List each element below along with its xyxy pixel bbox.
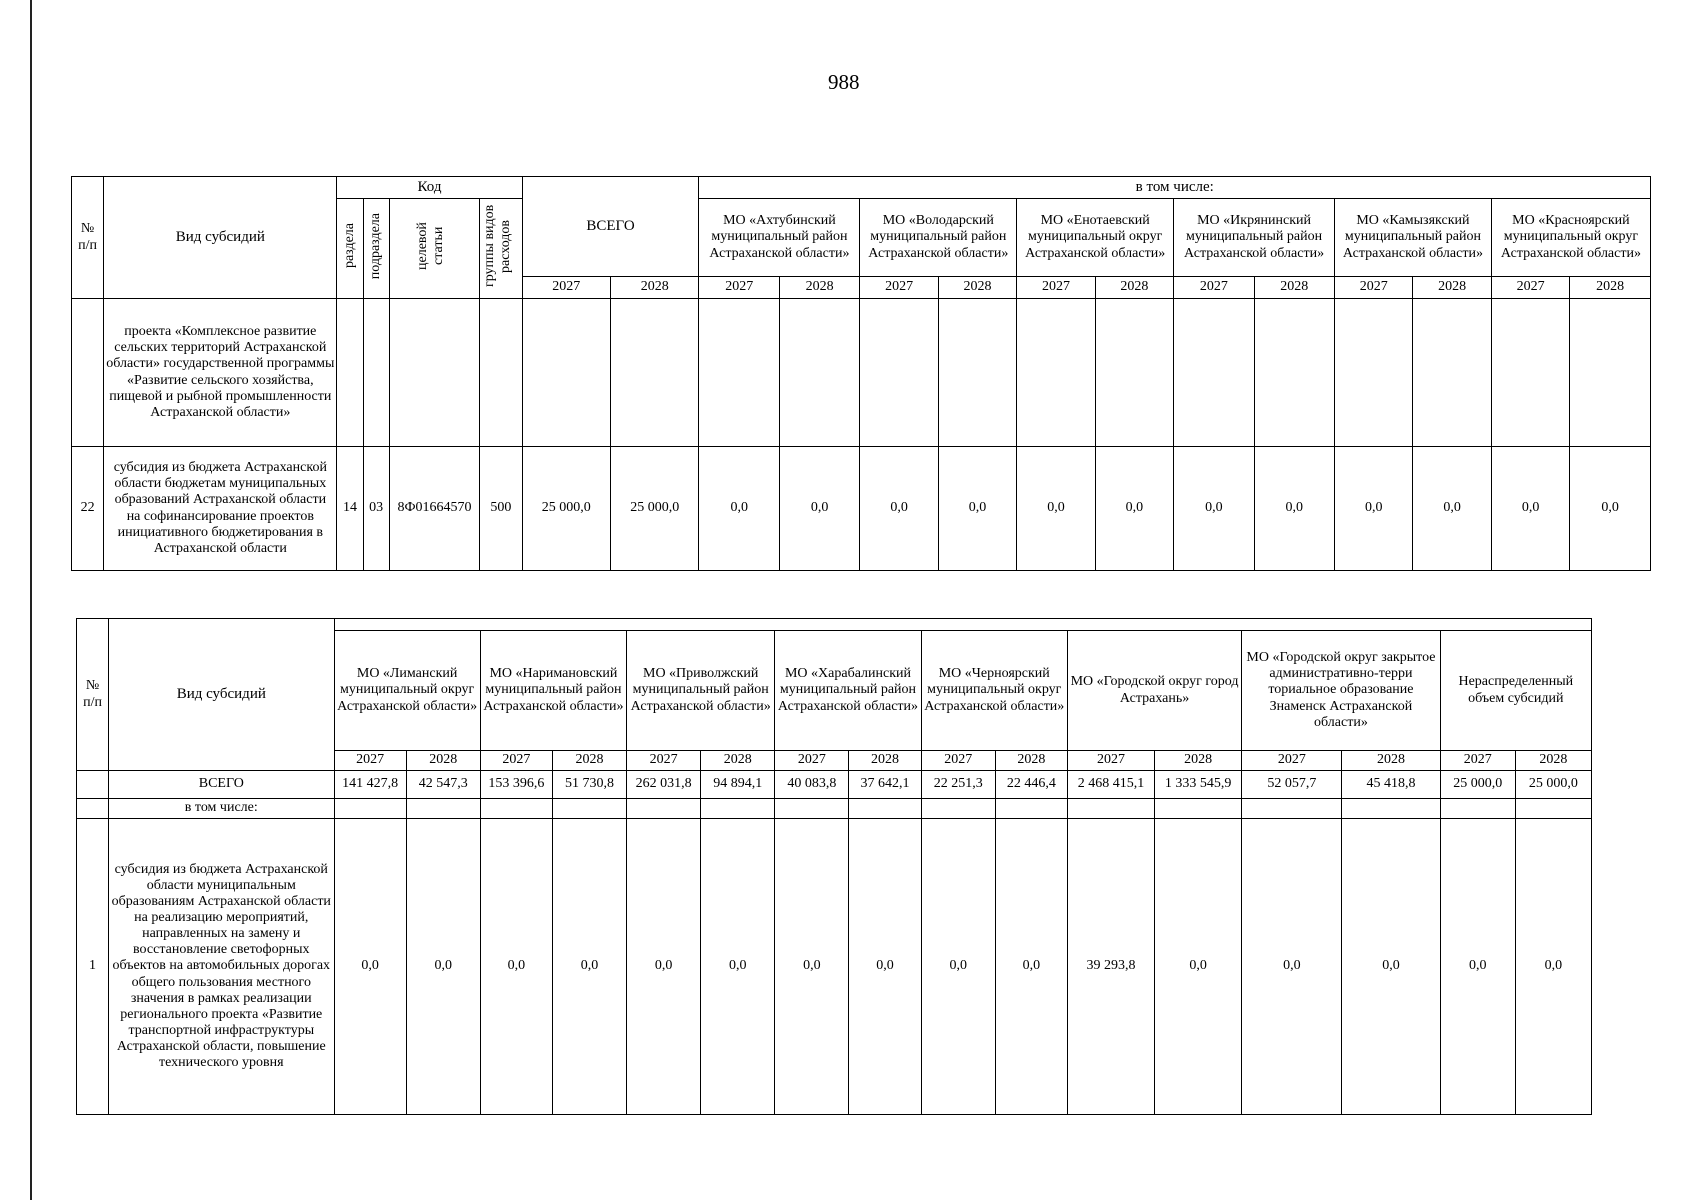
- year-header: 2027: [1067, 751, 1154, 771]
- value-cell: 0,0: [849, 819, 921, 1115]
- total-label: ВСЕГО: [109, 771, 334, 799]
- code-podrazdel-header: подраздела: [363, 199, 389, 299]
- total-value: 25 000,0: [611, 447, 699, 571]
- code-target-header: целевой статьи: [389, 199, 480, 299]
- target-code: 8Ф01664570: [389, 447, 480, 571]
- total-value: 25 000,0: [1515, 771, 1591, 799]
- margin-line: [30, 0, 32, 1200]
- continuation-text: проекта «Комплексное развитие сельских территорий Астраханской области» государственной программы «Развитие сельского хозяйства, пищевой и рыбной промышленности Астраханской области»: [104, 299, 337, 447]
- year-header: 2027: [1440, 751, 1515, 771]
- mo-header: МО «Приволжский муниципальный район Астраханской области»: [627, 631, 775, 751]
- value-cell: 0,0: [775, 819, 849, 1115]
- subsidy-table-top: [71, 176, 1651, 571]
- value-cell: 0,0: [699, 447, 779, 571]
- subsidy-table-bottom: [76, 618, 1592, 1115]
- num-header: № п/п: [77, 619, 109, 771]
- year-header: 2028: [995, 751, 1067, 771]
- total-value: 40 083,8: [775, 771, 849, 799]
- value-cell: 0,0: [995, 819, 1067, 1115]
- year-header: 2028: [701, 751, 775, 771]
- value-cell: 39 293,8: [1067, 819, 1154, 1115]
- year-header: 2027: [775, 751, 849, 771]
- including-header: в том числе:: [699, 177, 1651, 199]
- total-value: 94 894,1: [701, 771, 775, 799]
- year-header: 2028: [779, 277, 859, 299]
- total-value: 2 468 415,1: [1067, 771, 1154, 799]
- total-value: 1 333 545,9: [1155, 771, 1242, 799]
- year-header: 2027: [1174, 277, 1254, 299]
- year-header: 2027: [334, 751, 406, 771]
- table-row: [72, 299, 1651, 447]
- value-cell: 0,0: [1254, 447, 1334, 571]
- value-cell: 0,0: [701, 819, 775, 1115]
- value-cell: 0,0: [1242, 819, 1342, 1115]
- value-cell: 0,0: [627, 819, 701, 1115]
- year-header: 2028: [1155, 751, 1242, 771]
- year-header: 2027: [480, 751, 552, 771]
- mo-header: МО «Володарский муниципальный район Астраханской области»: [860, 199, 1017, 277]
- value-cell: 0,0: [334, 819, 406, 1115]
- group-code: 500: [480, 447, 522, 571]
- total-value: 22 251,3: [921, 771, 995, 799]
- code-group-header: группы видов расходов: [480, 199, 522, 299]
- mo-header: МО «Красноярский муниципальный округ Астраханской области»: [1491, 199, 1650, 277]
- value-cell: 0,0: [406, 819, 480, 1115]
- value-cell: 0,0: [1334, 447, 1412, 571]
- total-row: [77, 771, 1592, 799]
- year-header: 2028: [1342, 751, 1440, 771]
- mo-header: МО «Икрянинский муниципальный район Астраханской области»: [1174, 199, 1335, 277]
- total-value: 42 547,3: [406, 771, 480, 799]
- value-cell: 0,0: [1155, 819, 1242, 1115]
- type-header: Вид субсидий: [104, 177, 337, 299]
- value-cell: 0,0: [938, 447, 1016, 571]
- row-number: 22: [72, 447, 104, 571]
- year-header: 2028: [938, 277, 1016, 299]
- subsidy-description: субсидия из бюджета Астраханской области бюджетам муниципальных образований Астраханской области на софинансирование проектов инициативного бюджетирования в Астраханской области: [104, 447, 337, 571]
- year-header: 2028: [1095, 277, 1173, 299]
- value-cell: 0,0: [552, 819, 626, 1115]
- total-value: 51 730,8: [552, 771, 626, 799]
- mo-header: МО «Камызякский муниципальный район Астраханской области»: [1334, 199, 1491, 277]
- mo-header: МО «Енотаевский муниципальный округ Астраханской области»: [1017, 199, 1174, 277]
- total-value: 22 446,4: [995, 771, 1067, 799]
- year-header: 2027: [627, 751, 701, 771]
- total-value: 262 031,8: [627, 771, 701, 799]
- mo-header: МО «Наримановский муниципальный район Астраханской области»: [480, 631, 626, 751]
- table-row: [77, 799, 1592, 819]
- podrazdel-code: 03: [363, 447, 389, 571]
- year-header: 2027: [1334, 277, 1412, 299]
- year-header: 2027: [1491, 277, 1569, 299]
- total-value: 52 057,7: [1242, 771, 1342, 799]
- mo-header: МО «Харабалинский муниципальный район Астраханской области»: [775, 631, 921, 751]
- value-cell: 0,0: [480, 819, 552, 1115]
- year-header: 2028: [1570, 277, 1651, 299]
- year-header: 2027: [921, 751, 995, 771]
- mo-header: МО «Городской округ закрытое административно-терри ториальное образование Знаменск Астраханской области»: [1242, 631, 1440, 751]
- year-header: 2027: [522, 277, 610, 299]
- year-header: 2028: [1413, 277, 1491, 299]
- mo-header: МО «Лиманский муниципальный округ Астраханской области»: [334, 631, 480, 751]
- value-cell: 0,0: [860, 447, 938, 571]
- year-header: 2027: [699, 277, 779, 299]
- value-cell: 0,0: [1440, 819, 1515, 1115]
- value-cell: 0,0: [1570, 447, 1651, 571]
- total-value: 153 396,6: [480, 771, 552, 799]
- year-header: 2027: [1242, 751, 1342, 771]
- total-value: 45 418,8: [1342, 771, 1440, 799]
- value-cell: 0,0: [1342, 819, 1440, 1115]
- year-header: 2028: [406, 751, 480, 771]
- razdel-code: 14: [337, 447, 363, 571]
- total-value: 25 000,0: [1440, 771, 1515, 799]
- year-header: 2028: [1515, 751, 1591, 771]
- row-number: 1: [77, 819, 109, 1115]
- including-label: в том числе:: [109, 799, 334, 819]
- subsidy-description: субсидия из бюджета Астраханской области муниципальным образованиям Астраханской области на реализацию мероприятий, направленных на замену и восстановление светофорных объектов на автомобильных дорогах общего пользования местного значения в рамках реализации регионального проекта «Развитие транспортной инфраструктуры Астраханской области, повышение технического уровня: [109, 819, 334, 1115]
- value-cell: 0,0: [1017, 447, 1095, 571]
- year-header: 2027: [1017, 277, 1095, 299]
- total-header: ВСЕГО: [522, 177, 699, 277]
- total-value: 141 427,8: [334, 771, 406, 799]
- value-cell: 0,0: [921, 819, 995, 1115]
- year-header: 2028: [849, 751, 921, 771]
- value-cell: 0,0: [1174, 447, 1254, 571]
- num-header: № п/п: [72, 177, 104, 299]
- mo-header: МО «Черноярский муниципальный округ Астраханской области»: [921, 631, 1067, 751]
- value-cell: 0,0: [1491, 447, 1569, 571]
- table-row: [72, 447, 1651, 571]
- code-header: Код: [337, 177, 522, 199]
- year-header: 2028: [611, 277, 699, 299]
- value-cell: 0,0: [1515, 819, 1591, 1115]
- year-header: 2027: [860, 277, 938, 299]
- type-header: Вид субсидий: [109, 619, 334, 771]
- table-row: [77, 819, 1592, 1115]
- year-header: 2028: [1254, 277, 1334, 299]
- value-cell: 0,0: [779, 447, 859, 571]
- code-razdel-header: раздела: [337, 199, 363, 299]
- value-cell: 0,0: [1095, 447, 1173, 571]
- mo-header: МО «Городской округ город Астрахань»: [1067, 631, 1241, 751]
- total-value: 25 000,0: [522, 447, 610, 571]
- value-cell: 0,0: [1413, 447, 1491, 571]
- mo-header: МО «Ахтубинский муниципальный район Астраханской области»: [699, 199, 860, 277]
- page-number: 988: [828, 70, 860, 94]
- unallocated-header: Нераспределенный объем субсидий: [1440, 631, 1591, 751]
- total-value: 37 642,1: [849, 771, 921, 799]
- year-header: 2028: [552, 751, 626, 771]
